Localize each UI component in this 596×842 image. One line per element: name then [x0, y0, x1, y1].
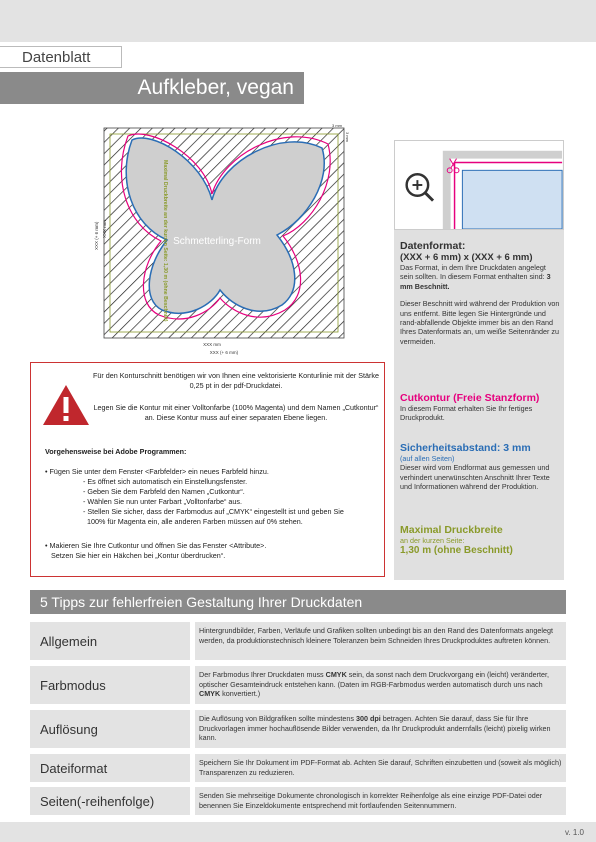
dim-3mm-side: 3 mm	[345, 132, 350, 142]
dim-outer-height: XXX (+ 6 mm)	[94, 221, 99, 250]
step-6: 100% für Magenta ein, alle anderen Farben müssen auf 0% stehen.	[87, 517, 303, 526]
shape-label: Schmetterling-Form	[173, 236, 261, 247]
tip-allgemein: Allgemein Hintergrundbilder, Farben, Verläufe und Grafiken sollten unbedingt bis an den Rand des Datenformats angelegt werden, da produktionstechnisch kleinere Toleranzen beim Schneiden Ihres Druckproduktes auftreten können.	[30, 622, 566, 660]
footer-bar	[0, 822, 596, 842]
procedure-title: Vorgehensweise bei Adobe Programmen:	[45, 447, 187, 456]
corner-detail	[394, 140, 564, 230]
tips-header: 5 Tipps zur fehlerfreien Gestaltung Ihrer Druckdaten	[30, 590, 566, 614]
dim-inner-height: XXX mm	[102, 220, 107, 238]
zoom-in-icon	[407, 174, 433, 200]
step-8: Setzen Sie hier ein Häkchen bei „Kontur überdrucken“.	[51, 551, 226, 560]
corner-illustration	[395, 141, 563, 229]
warning-icon	[41, 383, 91, 427]
dim-outer-width: XXX (+ 6 mm)	[209, 350, 239, 355]
tip-aufloesung: Auflösung Die Auflösung von Bildgrafiken sollte mindestens 300 dpi betragen. Achten Sie darauf, dass Sie für Ihre Druckvorlagen immer hochauflösende Bilder verwenden, da Ihr Druckprodukt andernfalls (leicht) pixelig wirken kann.	[30, 710, 566, 748]
top-bar	[0, 0, 596, 42]
section-max-druckbreite: Maximal Druckbreite an der kurzen Seite: 1,30 m (ohne Beschnitt)	[400, 524, 513, 557]
section-cutkontur: Cutkontur (Freie Stanzform) In diesem Format erhalten Sie Ihr fertiges Druckprodukt.	[400, 392, 540, 423]
section-sicherheitsabstand: Sicherheitsabstand: 3 mm (auf allen Seiten) Dieser wird vom Endformat aus gemessen und verhindert unerwünschten Anschnitt Ihrer Texte und Informationen während der Produktion.	[400, 442, 550, 492]
tip-dateiformat: Dateiformat Speichern Sie Ihr Dokument im PDF-Format ab. Achten Sie darauf, Schriften einzubetten und (soweit als möglich) Transparenzen zu reduzieren.	[30, 754, 566, 782]
butterfly-diagram	[92, 120, 356, 360]
contour-instructions	[30, 362, 385, 577]
doc-tab: Datenblatt	[0, 46, 122, 68]
step-5: - Stellen Sie sicher, dass der Farbmodus auf „CMYK“ eingestellt ist und geben Sie	[83, 507, 344, 516]
version-label: v. 1.0	[565, 828, 584, 837]
step-2: - Es öffnet sich automatisch ein Einstellungsfenster.	[83, 477, 248, 486]
step-3: - Geben Sie dem Farbfeld den Namen „Cutkontur“.	[83, 487, 245, 496]
section-datenformat: Datenformat: (XXX + 6 mm) x (XXX + 6 mm) Das Format, in dem Ihre Druckdaten angelegt sein sollten. In diesem Format enthalten sind: 3 mm Beschnitt. Dieser Beschnitt wird während der Produktion von uns entfernt. Bitte legen Sie Hintergründe und rand-abfallende Objekte immer bis an den Rand Ihres Datenformats an, um weiße Seitenränder zu vermeiden.	[400, 240, 560, 346]
dim-inner-width: XXX mm	[203, 342, 221, 347]
tip-seiten: Seiten(-reihenfolge) Senden Sie mehrseitige Dokumente chronologisch in korrekter Reihenfolge als eine einzige PDF-Datei oder benennen Sie Einzeldokumente entsprechend mit fortlaufenden Seitennummern.	[30, 787, 566, 815]
step-1: • Fügen Sie unter dem Fenster <Farbfelder> ein neues Farbfeld hinzu.	[45, 467, 269, 476]
vertical-note: Maximal Druckbreite an der kurzen Seite: 1,30 m (ohne Beschnitt)	[162, 160, 168, 322]
contour-text-2: Legen Sie die Kontur mit einer Volltonfarbe (100% Magenta) und dem Namen „Cutkontur“ an. Diese Kontur muss auf einer separaten Ebene liegen.	[93, 403, 379, 422]
dim-3mm-top: 3 mm	[332, 123, 342, 128]
page-title: Aufkleber, vegan	[0, 72, 304, 104]
tip-farbmodus: Farbmodus Der Farbmodus Ihrer Druckdaten muss CMYK sein, da sonst nach dem Druckvorgang ein (leicht) veränderter, optischer Gesamteindruck entstehen kann. (Daten im RGB-Farbmodus werden automatisch durch uns nach CMYK konvertiert.)	[30, 666, 566, 704]
contour-text-1: Für den Konturschnitt benötigen wir von Ihnen eine vektorisierte Konturlinie mit der Stärke 0,25 pt in der pdf-Druckdatei.	[92, 371, 380, 390]
step-7: • Makieren Sie Ihre Cutkontur und öffnen Sie das Fenster <Attribute>.	[45, 541, 267, 550]
step-4: - Wählen Sie nun unter Farbart „Volltonfarbe“ aus.	[83, 497, 243, 506]
